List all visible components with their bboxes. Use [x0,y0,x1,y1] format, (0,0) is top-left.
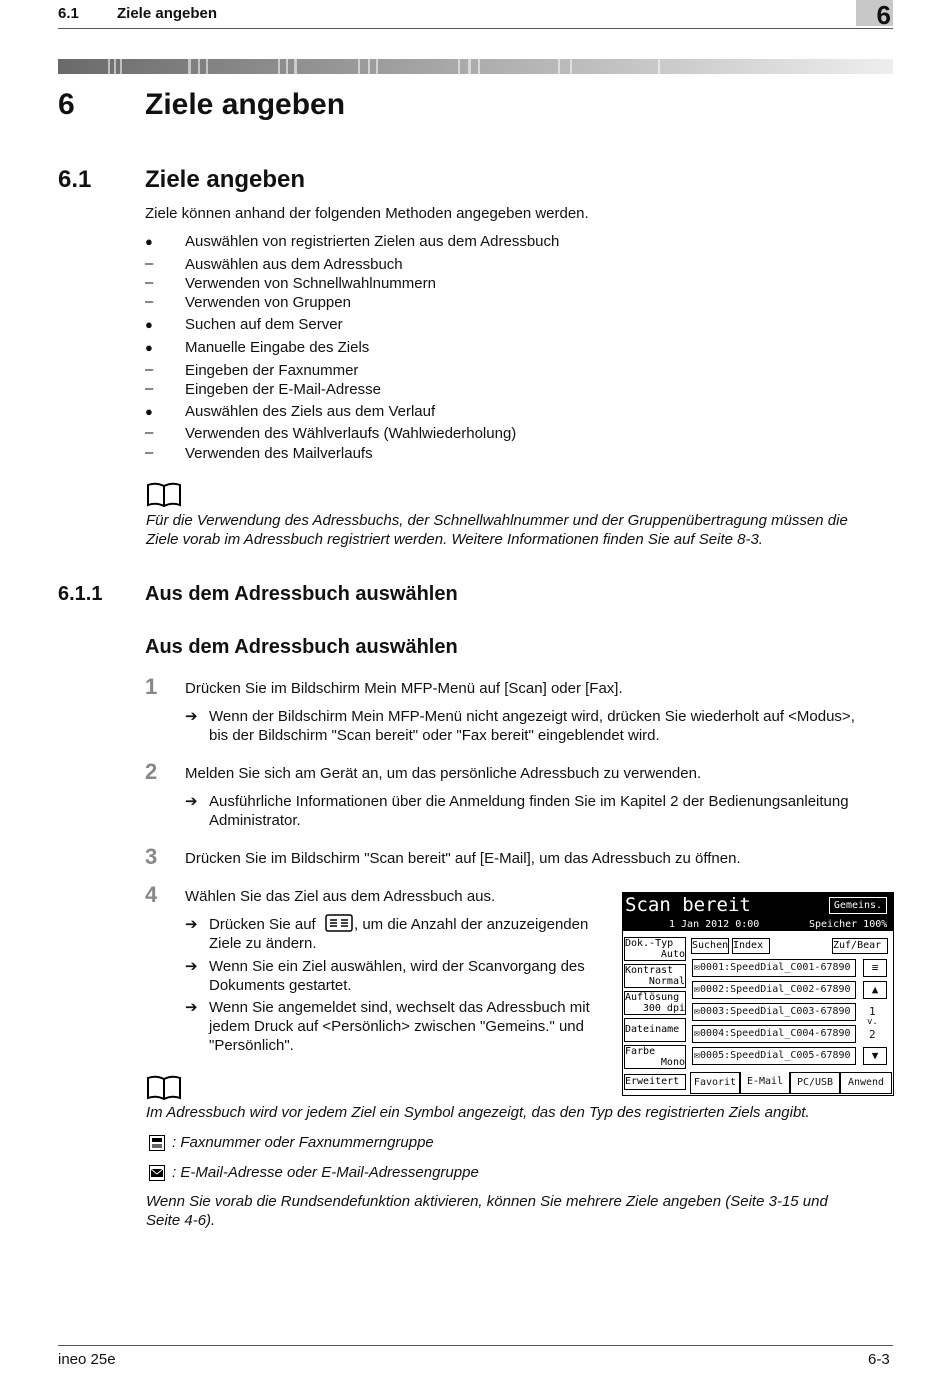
add-edit-button[interactable]: Zuf/Bear [832,938,888,954]
list-dash: – [145,293,154,310]
arrow-icon: ➔ [185,916,198,933]
address-row[interactable] [692,1047,856,1065]
advanced-button[interactable]: Erweitert [624,1074,686,1090]
section-title: Ziele angeben [145,166,306,193]
fax-symbol-label: : Faxnummer oder Faxnummerngruppe [172,1134,434,1151]
button-value: Auto [660,949,685,960]
email-symbol-label: : E-Mail-Adresse oder E-Mail-Adressengruppe [172,1164,479,1181]
note-line: Wenn Sie vorab die Rundsendefunktion aktivieren, können Sie mehrere Ziele angeben (Seite 3-15 und [146,1193,828,1210]
email-symbol-icon [149,1165,165,1186]
step-number: 2 [145,759,158,784]
list-item: Auswählen aus dem Adressbuch [185,256,403,273]
note-line: Für die Verwendung des Adressbuchs, der Schnellwahlnummer und der Gruppenübertragung müssen die [146,512,848,529]
address-row[interactable] [692,1025,856,1043]
list-item: Suchen auf dem Server [185,316,343,333]
button-label: Dateiname [625,1024,680,1035]
button-label: Kontrast [625,965,674,976]
screen-title-bar [623,893,893,931]
filename-button[interactable] [624,1018,686,1042]
button-value: Mono [660,1057,685,1068]
mail-icon: ✉ [694,984,701,995]
arrow-icon: ➔ [185,708,198,725]
button-label: Dok.-Typ [625,938,674,949]
step-text: Drücken Sie im Bildschirm "Scan bereit" auf [E-Mail], um das Adressbuch zu öffnen. [185,850,741,867]
device-screen [622,892,894,1096]
tab-email[interactable]: E-Mail [740,1072,790,1094]
note-line: Seite 4-6). [146,1212,216,1229]
mail-icon: ✉ [694,962,701,973]
step-number: 4 [145,882,158,907]
section-number: 6.1 [58,166,92,193]
screen-memory: Speicher 100% [809,919,888,930]
step-sub-line: "Persönlich". [209,1037,294,1054]
button-label: Farbe [625,1046,656,1057]
tab-anwend[interactable]: Anwend [840,1072,892,1094]
step-text: Drücken Sie im Bildschirm Mein MFP-Menü auf [Scan] oder [Fax]. [185,680,623,697]
chapter-title: Ziele angeben [145,88,346,121]
step-sub-line: Administrator. [209,812,301,829]
header-rule [58,28,893,29]
step-text: Wählen Sie das Ziel aus dem Adressbuch aus. [185,888,496,905]
address-row-label: 0003:SpeedDial_C003-67890 [700,1006,851,1017]
scroll-down-button[interactable]: ▼ [863,1047,887,1065]
screen-date: 1 Jan 2012 0:00 [669,919,760,930]
tab-pc-usb[interactable]: PC/USB [790,1072,840,1094]
color-button[interactable] [624,1045,686,1069]
list-dash: – [145,255,154,272]
header-section-title: Ziele angeben [117,5,218,22]
resolution-button[interactable] [624,991,686,1015]
doc-type-button[interactable] [624,937,686,961]
list-view-icon [325,914,353,937]
step-sub-line: Drücken Sie auf [209,916,316,933]
step-sub-line: Dokuments gestartet. [209,977,352,994]
step-number: 1 [145,674,158,699]
note-line: Im Adressbuch wird vor jedem Ziel ein Symbol angezeigt, das den Typ des registrierten Ziels angibt. [146,1104,810,1121]
list-view-button[interactable]: ≡ [863,959,887,977]
gemeins-button[interactable]: Gemeins. [829,897,887,914]
mail-icon: ✉ [694,1050,701,1061]
search-button[interactable]: Suchen [691,938,729,954]
list-bullet: ● [145,317,153,332]
address-row-label: 0001:SpeedDial_C001-67890 [700,962,851,973]
list-item: Auswählen von registrierten Zielen aus dem Adressbuch [185,233,560,250]
screen-title: Scan bereit [625,894,751,916]
list-bullet: ● [145,234,153,249]
section-intro: Ziele können anhand der folgenden Methoden angegeben werden. [145,205,589,222]
list-bullet: ● [145,340,153,355]
index-button[interactable]: Index [732,938,770,954]
step-sub-line: Wenn Sie ein Ziel auswählen, wird der Scanvorgang des [209,958,585,975]
list-item: Verwenden des Wählverlaufs (Wahlwiederholung) [185,425,517,442]
list-dash: – [145,444,154,461]
chapter-tab-number: 6 [876,0,891,30]
list-item: Verwenden von Gruppen [185,294,351,311]
page-total: 2 [869,1028,876,1041]
step-sub-line: bis der Bildschirm "Scan bereit" oder "Fax bereit" eingeblendet wird. [209,727,660,744]
chapter-number: 6 [58,88,75,121]
step-sub-line: Wenn der Bildschirm Mein MFP-Menü nicht angezeigt wird, drücken Sie wiederholt auf <Modus>, [209,708,855,725]
chapter-tab [856,0,893,30]
address-row[interactable] [692,1003,856,1021]
subsection-number: 6.1.1 [58,583,103,605]
button-value: Normal [648,976,685,987]
step-sub-line: Ziele zu ändern. [209,935,317,952]
subsection-title: Aus dem Adressbuch auswählen [145,583,458,605]
scroll-up-button[interactable]: ▲ [863,981,887,999]
button-value: 300 dpi [642,1003,685,1014]
mail-icon: ✉ [694,1028,701,1039]
step-sub-line: Ausführliche Informationen über die Anmeldung finden Sie im Kapitel 2 der Bedienungsanleitung [209,793,849,810]
list-item: Verwenden des Mailverlaufs [185,445,373,462]
page-separator: v. [867,1017,878,1027]
address-row-label: 0005:SpeedDial_C005-67890 [700,1050,851,1061]
arrow-icon: ➔ [185,999,198,1016]
list-item: Eingeben der Faxnummer [185,362,359,379]
decorative-band [58,59,893,74]
address-row-label: 0004:SpeedDial_C004-67890 [700,1028,851,1039]
list-item: Auswählen des Ziels aus dem Verlauf [185,403,436,420]
list-dash: – [145,274,154,291]
step-sub-line: jedem Druck auf <Persönlich> zwischen "Gemeins." und [209,1018,584,1035]
book-icon [146,1075,182,1106]
list-item: Manuelle Eingabe des Ziels [185,339,370,356]
list-dash: – [145,424,154,441]
note-line: Ziele vorab im Adressbuch registriert werden. Weitere Informationen finden Sie auf Seite 8-3. [146,531,763,548]
address-row-label: 0002:SpeedDial_C002-67890 [700,984,851,995]
footer-page-number: 6-3 [868,1351,890,1368]
list-bullet: ● [145,404,153,419]
address-row[interactable] [692,959,856,977]
arrow-icon: ➔ [185,793,198,810]
address-row[interactable] [692,981,856,999]
button-label: Auflösung [625,992,680,1003]
step-sub-line: , um die Anzahl der anzuzeigenden [354,916,589,933]
contrast-button[interactable] [624,964,686,988]
fax-symbol-icon [149,1135,165,1156]
mail-icon: ✉ [694,1006,701,1017]
footer-product: ineo 25e [58,1351,116,1368]
list-item: Eingeben der E-Mail-Adresse [185,381,381,398]
footer-rule [58,1345,893,1346]
band-graphic [58,59,893,74]
procedure-heading: Aus dem Adressbuch auswählen [145,636,458,658]
tab-favorit[interactable]: Favorit [690,1072,740,1094]
page-current: 1 [869,1005,876,1018]
step-number: 3 [145,844,158,869]
list-dash: – [145,361,154,378]
header-section-number: 6.1 [58,5,79,22]
list-dash: – [145,380,154,397]
arrow-icon: ➔ [185,958,198,975]
step-sub-line: Wenn Sie angemeldet sind, wechselt das Adressbuch mit [209,999,590,1016]
step-text: Melden Sie sich am Gerät an, um das persönliche Adressbuch zu verwenden. [185,765,702,782]
book-icon [146,482,182,513]
list-item: Verwenden von Schnellwahlnummern [185,275,436,292]
